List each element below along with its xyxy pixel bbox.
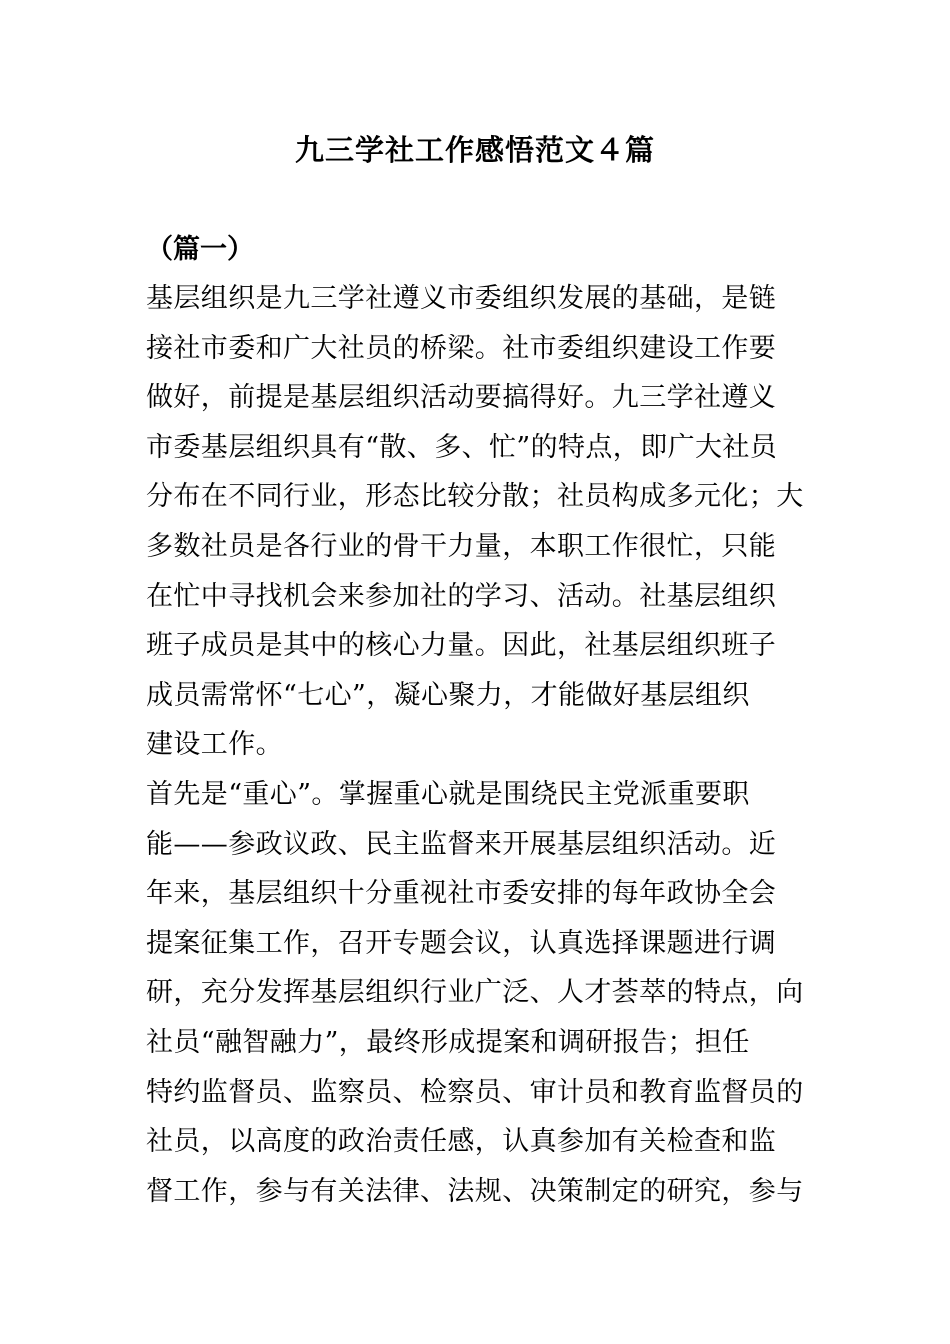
text-line: 做好，前提是基层组织活动要搞得好。九三学社遵义 [146, 382, 777, 414]
text-line: 研，充分发挥基层组织行业广泛、人才荟萃的特点，向 [146, 977, 804, 1009]
text-line: 社员“融智融力”，最终形成提案和调研报告；担任 [146, 1026, 750, 1058]
text-line: 分布在不同行业，形态比较分散；社员构成多元化；大 [146, 481, 804, 513]
text-line: 首先是“重心”。掌握重心就是围绕民主党派重要职 [146, 778, 750, 810]
text-line: 成员需常怀“七心”，凝心聚力，才能做好基层组织 [146, 679, 750, 711]
text-line: 多数社员是各行业的骨干力量，本职工作很忙，只能 [146, 530, 777, 562]
text-line: 督工作，参与有关法律、法规、决策制定的研究，参与 [146, 1175, 804, 1207]
text-line: 建设工作。 [146, 729, 283, 761]
text-line: 提案征集工作，召开专题会议，认真选择课题进行调 [146, 927, 777, 959]
text-line: 能——参政议政、民主监督来开展基层组织活动。近 [146, 828, 777, 860]
text-line: 市委基层组织具有“散、多、忙”的特点，即广大社员 [146, 431, 778, 463]
body-text [146, 274, 810, 1216]
text-line: 接社市委和广大社员的桥梁。社市委组织建设工作要 [146, 332, 777, 364]
text-line: 特约监督员、监察员、检察员、审计员和教育监督员的 [146, 1076, 804, 1108]
text-line: 社员，以高度的政治责任感，认真参加有关检查和监 [146, 1126, 777, 1158]
text-line: 基层组织是九三学社遵义市委组织发展的基础，是链 [146, 283, 777, 314]
text-line: 年来，基层组织十分重视社市委安排的每年政协全会 [146, 878, 777, 910]
text-line: 在忙中寻找机会来参加社的学习、活动。社基层组织 [146, 580, 777, 612]
document-title: 九三学社工作感悟范文４篇 [294, 133, 655, 167]
text-line: 班子成员是其中的核心力量。因此，社基层组织班子 [146, 630, 777, 662]
section-heading: （篇一） [146, 234, 254, 265]
